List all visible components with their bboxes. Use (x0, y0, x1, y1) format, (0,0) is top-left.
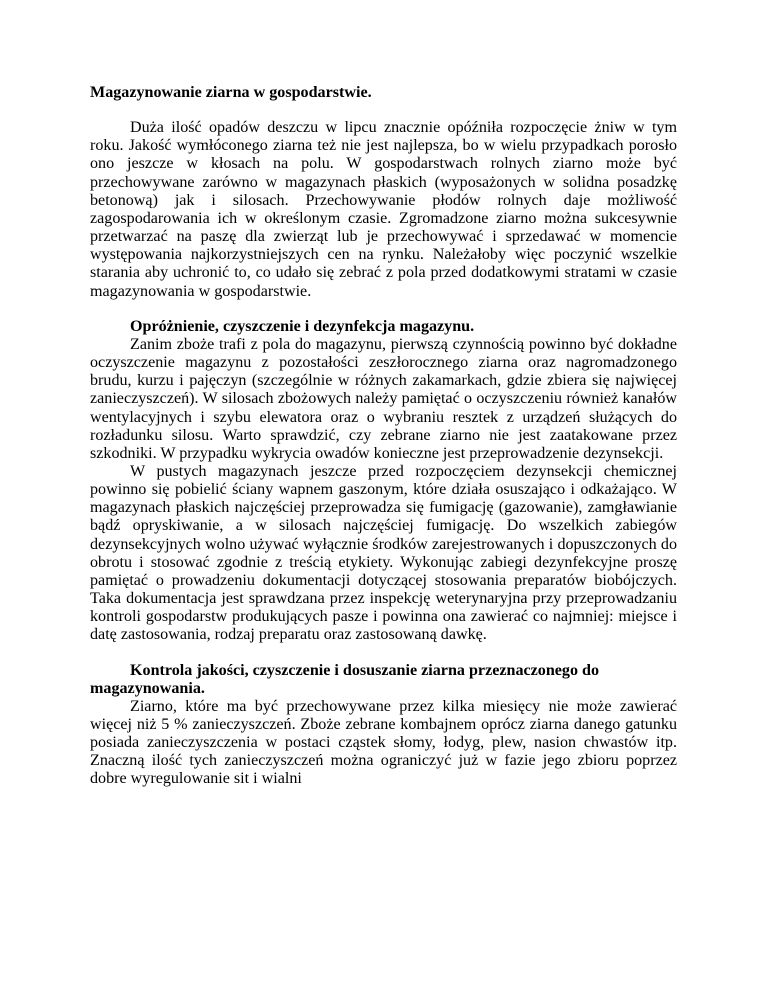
section-heading-cleaning: Opróżnienie, czyszczenie i dezynfekcja magazynu. (130, 317, 475, 335)
document-page (90, 84, 677, 789)
section-heading-quality-control: Kontrola jakości, czyszczenie i dosuszanie ziarna przeznaczonego do magazynowania. (90, 661, 600, 697)
intro-paragraph: Duża ilość opadów deszczu w lipcu znacznie opóźniła rozpoczęcie żniw w tym roku. Jakość wymłóconego ziarna też nie jest najlepsza, bo w wielu przypadkach porosło ono jeszcze w kłosach na polu. W gospodarstwach rolnych ziarno może być przechowywane zarówno w magazynach płaskich (wyposażonych w solidna posadzkę betonową) jak i silosach. Przechowywanie płodów rolnych daje możliwość zagospodarowania ich w określonym czasie. Zgromadzone ziarno można sukcesywnie przetwarzać na paszę dla zwierząt lub je przechowywać i sprzedawać w momencie występowania najkorzystniejszych cen na rynku. Należałoby więc poczynić wszelkie starania aby uchronić to, co udało się zebrać z pola przed dodatkowymi stratami w czasie magazynowania w gospodarstwie. (90, 119, 677, 300)
section-paragraph: W pustych magazynach jeszcze przed rozpoczęciem dezynsekcji chemicznej powinno się pobielić ściany wapnem gaszonym, które działa osuszająco i odkażająco. W magazynach płaskich najczęściej przeprowadza się fumigację (gazowanie), zamgławianie bądź opryskiwanie, a w silosach najczęściej fumigację. Do wszelkich zabiegów dezynsekcyjnych wolno używać wyłącznie środków zarejestrowanych i dopuszczonych do obrotu i stosować zgodnie z treścią etykiety. Wykonując zabiegi dezynfekcyjne proszę pamiętać o prowadzeniu dokumentacji dotyczącej stosowania preparatów biobójczych. Taka dokumentacja jest sprawdzana przez inspekcję weterynaryjna przy przeprowadzaniu kontroli gospodarstw produkujących pasze i powinna ona zawierać co najmniej: miejsce i datę zastosowania, rodzaj preparatu oraz zastosowaną dawkę. (90, 462, 677, 644)
section-paragraph: Zanim zboże trafi z pola do magazynu, pierwszą czynnością powinno być dokładne oczyszczenie magazynu z pozostałości zeszłorocznego ziarna oraz nagromadzonego brudu, kurzu i pajęczyn (szczególnie w różnych zakamarkach, gdzie zbiera się najwięcej zanieczyszczeń). W silosach zbożowych należy pamiętać o oczyszczeniu również kanałów wentylacyjnych i szybu elewatora oraz o wybraniu resztek z urządzeń służących do rozładunku silosu. Warto sprawdzić, czy zebrane ziarno nie jest zaatakowane przez szkodniki. W przypadku wykrycia owadów konieczne jest przeprowadzenie dezynsekcji. (90, 335, 677, 462)
document-title: Magazynowanie ziarna w gospodarstwie. (90, 84, 372, 101)
section-paragraph: Ziarno, które ma być przechowywane przez kilka miesięcy nie może zawierać więcej niż 5 % zanieczyszczeń. Zboże zebrane kombajnem oprócz ziarna danego gatunku posiada zanieczyszczenia w postaci cząstek słomy, łodyg, plew, nasion chwastów itp. Znaczną ilość tych zanieczyszczeń można ograniczyć już w fazie jego zbioru poprzez dobre wyregulowanie sit i wialni (90, 697, 677, 788)
